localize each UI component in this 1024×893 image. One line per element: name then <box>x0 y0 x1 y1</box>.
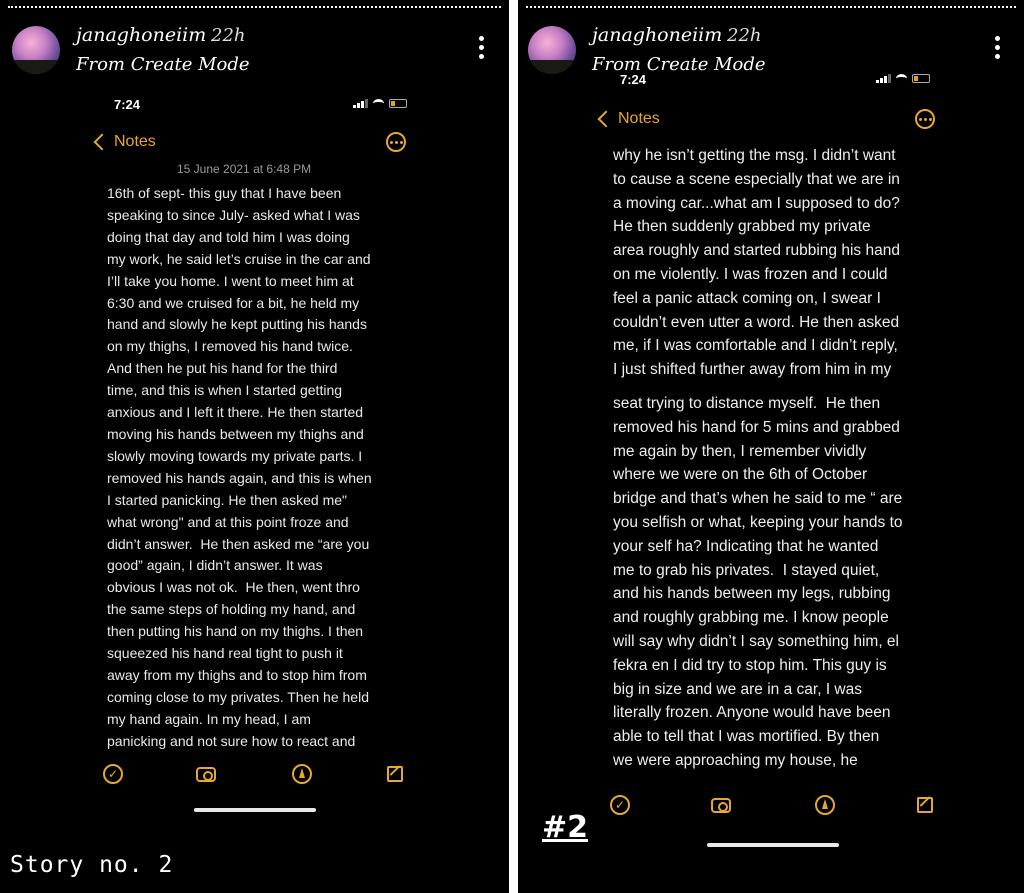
note-line: coming close to my privates. Then he held <box>107 688 369 705</box>
post-age: 22h <box>727 25 762 46</box>
note-line: 6:30 and we cruised for a bit, he held my <box>107 294 360 311</box>
note-line: couldn’t even utter a word. He then asked <box>613 313 900 331</box>
back-to-notes-button[interactable] <box>600 110 660 128</box>
battery-icon <box>389 99 407 108</box>
more-options-icon[interactable] <box>995 36 1001 63</box>
note-line: time, and this is when I started getting <box>107 382 343 399</box>
note-line: removed his hand for 5 mins and grabbed <box>613 418 900 436</box>
markup-icon[interactable] <box>815 795 835 815</box>
back-label: Notes <box>618 110 660 127</box>
story-panel-right <box>518 0 1024 893</box>
home-indicator <box>194 808 316 812</box>
note-line: He then suddenly grabbed my private <box>613 218 871 236</box>
story-progress-bar <box>526 6 1016 10</box>
note-body <box>107 183 372 753</box>
note-line: and his hands between my legs, rubbing <box>613 585 891 603</box>
note-line: moving his hands between my thighs and <box>107 425 364 442</box>
avatar[interactable] <box>528 26 576 74</box>
note-line: then putting his hand on my thighs. I then <box>107 623 364 640</box>
note-line: feel a panic attack coming on, I swear I <box>613 289 881 307</box>
note-line: my hand again. In my head, I am <box>107 710 311 727</box>
wifi-icon <box>373 99 384 108</box>
status-icons <box>876 74 930 83</box>
story-panel-left <box>0 0 509 893</box>
signal-icon <box>353 99 368 108</box>
username[interactable]: janaghoneiim <box>76 24 207 46</box>
chevron-left-icon <box>94 134 111 151</box>
note-line: the same steps of holding my hand, and <box>107 601 356 618</box>
note-line: on my thighs, I removed his hand twice. <box>107 338 353 355</box>
note-line: didn’t answer. He then asked me “are you <box>107 535 370 552</box>
back-to-notes-button[interactable] <box>96 133 156 151</box>
note-line: me to grab his privates. I stayed quiet, <box>613 561 880 579</box>
note-line: me, if I was comfortable and I didn’t reply, <box>613 337 898 355</box>
story-progress-bar <box>8 6 501 10</box>
note-line: to cause a scene especially that we are in <box>613 170 900 188</box>
status-time: 7:24 <box>114 97 141 112</box>
note-line: anxious and I left it there. He then started <box>107 404 364 421</box>
wifi-icon <box>896 74 907 83</box>
note-line: where we were on the 6th of October <box>613 466 868 484</box>
note-line: what wrong" and at this point froze and <box>107 513 349 530</box>
note-line: hand and slowly he kept putting his hands <box>107 316 367 333</box>
camera-icon[interactable] <box>711 798 731 813</box>
note-body-part-1 <box>613 144 900 382</box>
story-number-sticker: #2 <box>542 810 589 845</box>
avatar[interactable] <box>12 26 60 74</box>
chevron-left-icon <box>598 111 615 128</box>
note-line: your self ha? Indicating that he wanted <box>613 537 879 555</box>
username[interactable]: janaghoneiim <box>592 24 723 46</box>
markup-icon[interactable] <box>292 764 312 784</box>
story-caption: Story no. 2 <box>10 852 174 878</box>
note-line: area roughly and started rubbing his hand <box>613 242 900 260</box>
note-line: And then he put his hand for the third <box>107 360 338 377</box>
more-icon[interactable] <box>386 132 406 152</box>
checklist-icon[interactable]: ✓ <box>103 764 123 784</box>
note-line: I just shifted further away from him in my <box>613 361 892 379</box>
note-line: literally frozen. Anyone would have been <box>613 704 891 722</box>
note-line: removed his hands again, and this is when <box>107 469 372 486</box>
note-line: I’ll take you home. I went to meet him at <box>107 272 354 289</box>
note-line: big in size and we are in a car, I was <box>613 680 862 698</box>
note-date: 15 June 2021 at 6:48 PM <box>177 162 312 176</box>
more-options-icon[interactable] <box>479 36 485 63</box>
note-body-part-2 <box>613 392 903 773</box>
note-line: 16th of sept- this guy that I have been <box>107 185 342 201</box>
note-line: doing that day and told him I was doing <box>107 228 350 245</box>
note-line: able to tell that I was mortified. By then <box>613 728 880 746</box>
status-time: 7:24 <box>620 72 647 87</box>
battery-icon <box>912 74 930 83</box>
note-line: I started panicking. He then asked me" <box>107 491 347 508</box>
compose-icon[interactable] <box>387 766 403 782</box>
note-line: speaking to since July- asked what I was <box>107 206 360 223</box>
note-line: and roughly grabbing me. I know people <box>613 609 889 627</box>
note-line: slowly moving towards my private parts. I <box>107 447 363 464</box>
note-line: squeezed his hand real tight to push it <box>107 645 343 662</box>
camera-icon[interactable] <box>196 767 216 782</box>
note-line: good” again, I didn’t answer. It was <box>107 557 323 574</box>
post-subtitle: From Create Mode <box>76 54 250 75</box>
note-line: on me violently. I was frozen and I could <box>613 265 888 283</box>
note-line: fekra en I did try to stop him. This guy is <box>613 656 887 674</box>
note-line: we were approaching my house, he <box>613 751 858 769</box>
signal-icon <box>876 74 891 83</box>
note-line: bridge and that’s when he said to me “ are <box>613 490 903 508</box>
compose-icon[interactable] <box>917 797 933 813</box>
note-line: obvious I was not ok. He then, went thro <box>107 579 360 596</box>
status-icons <box>353 99 407 108</box>
note-line: will say why didn’t I say something him, el <box>613 632 900 650</box>
checklist-icon[interactable]: ✓ <box>610 795 630 815</box>
note-line: away from my thighs and to stop him from <box>107 666 367 683</box>
post-age: 22h <box>211 25 246 46</box>
note-line: seat trying to distance myself. He then <box>613 395 881 412</box>
note-line: you selfish or what, keeping your hands to <box>613 513 903 531</box>
note-line: my work, he said let’s cruise in the car and <box>107 250 371 267</box>
note-line: me again by then, I remember vividly <box>613 442 867 460</box>
post-subtitle: From Create Mode <box>592 54 766 75</box>
back-label: Notes <box>114 133 156 150</box>
note-line: a moving car...what am I supposed to do? <box>613 194 900 212</box>
panel-divider <box>509 0 518 893</box>
more-icon[interactable] <box>915 109 935 129</box>
home-indicator <box>707 843 839 847</box>
note-line: why he isn’t getting the msg. I didn’t want <box>613 147 896 164</box>
note-line: panicking and not sure how to react and <box>107 732 356 749</box>
